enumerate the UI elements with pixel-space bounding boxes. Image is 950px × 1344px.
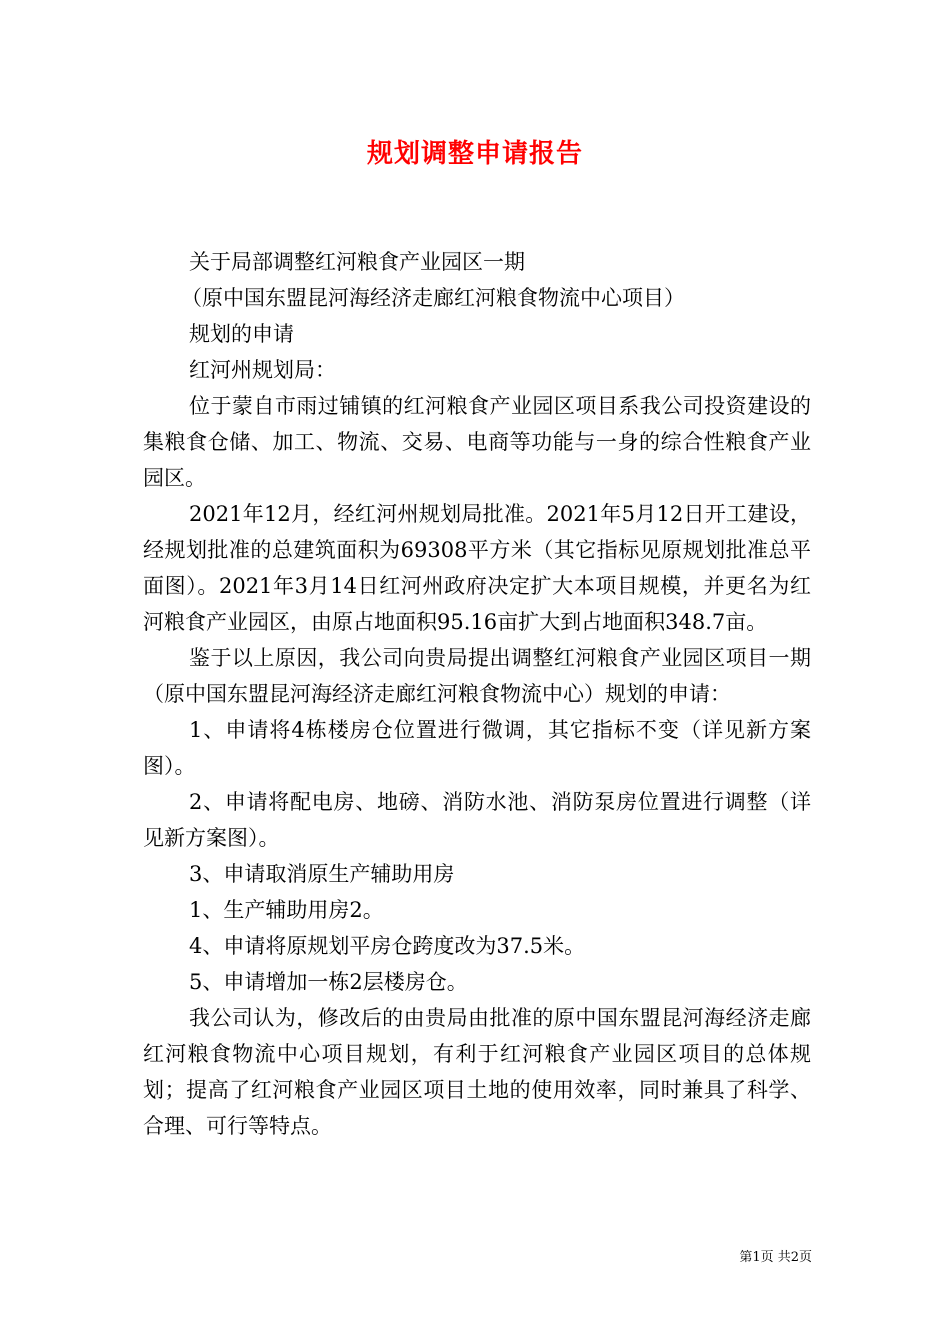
subject-line-1: 关于局部调整红河粮食产业园区一期 — [189, 250, 525, 274]
request-item-3-sub: 1、生产辅助用房2。 — [189, 898, 384, 922]
addressee: 红河州规划局： — [189, 358, 336, 382]
request-item-3: 3、申请取消原生产辅助用房 — [189, 862, 455, 886]
document-title: 规划调整申请报告 — [366, 139, 583, 169]
document-body — [143, 244, 811, 1144]
paragraph-intro: 位于蒙自市雨过铺镇的红河粮食产业园区项目系我公司投资建设的集粮食仓储、加工、物流、交易、电商等功能与一身的综合性粮食产业园区。 — [143, 394, 811, 490]
request-item-4: 4、申请将原规划平房仓跨度改为37.5米。 — [189, 934, 586, 958]
subject-line-2: （原中国东盟昆河海经济走廊红河粮食物流中心项目） — [181, 286, 685, 310]
request-item-5: 5、申请增加一栋2层楼房仓。 — [189, 970, 468, 994]
page-indicator: 第1页 共2页 — [739, 1250, 812, 1265]
paragraph-conclusion: 我公司认为，修改后的由贵局由批准的原中国东盟昆河海经济走廊红河粮食物流中心项目规划，有利于红河粮食产业园区项目的总体规划；提高了红河粮食产业园区项目土地的使用效率，同时兼具了科学、合理、可行等特点。 — [143, 1006, 811, 1138]
subject-line-3: 规划的申请 — [189, 322, 294, 346]
paragraph-history: 2021年12月，经红河州规划局批准。2021年5月12日开工建设，经规划批准的总建筑面积为69308平方米（其它指标见原规划批准总平面图）。2021年3月14日红河州政府决定扩大本项目规模，并更名为红河粮食产业园区，由原占地面积95.16亩扩大到占地面积348.7亩。 — [143, 502, 811, 634]
paragraph-request: 鉴于以上原因，我公司向贵局提出调整红河粮食产业园区项目一期（原中国东盟昆河海经济走廊红河粮食物流中心）规划的申请： — [143, 646, 811, 706]
request-item-1: 1、申请将4栋楼房仓位置进行微调，其它指标不变（详见新方案图）。 — [143, 718, 811, 778]
request-item-2: 2、申请将配电房、地磅、消防水池、消防泵房位置进行调整（详见新方案图）。 — [143, 790, 811, 850]
